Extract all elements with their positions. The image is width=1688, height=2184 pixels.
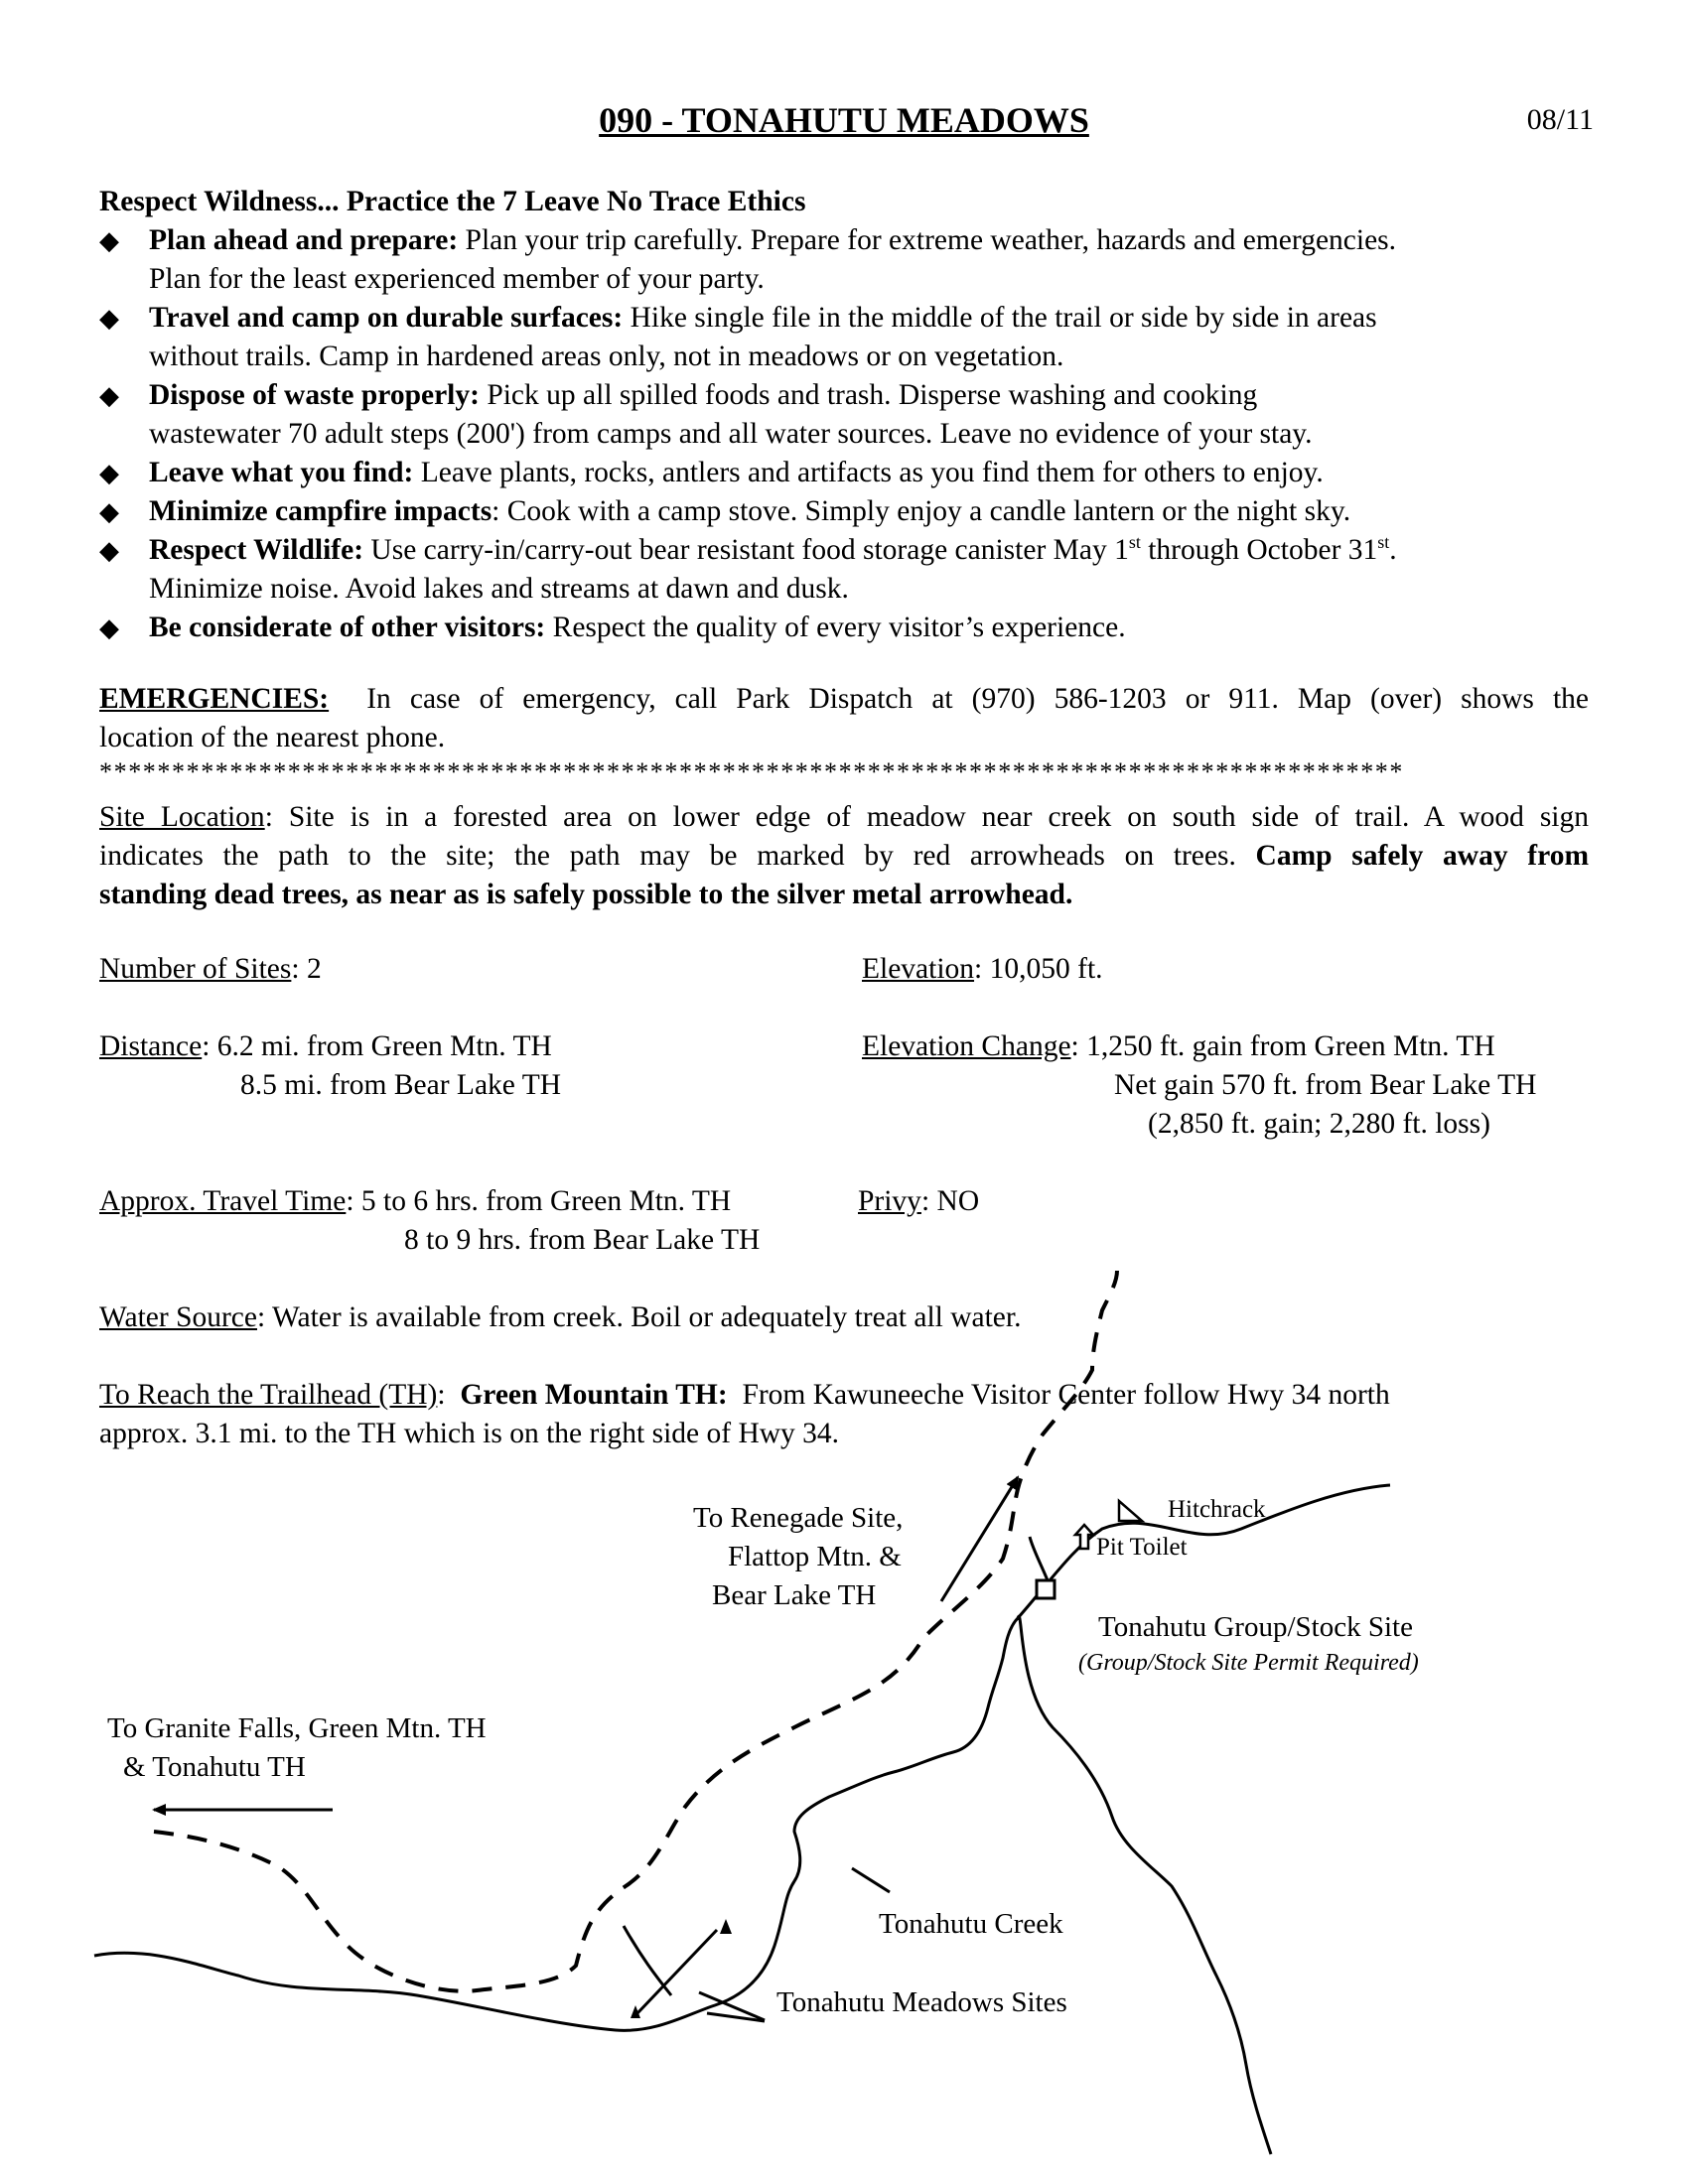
site-location-warning: standing dead trees, as near as is safely possible to the silver metal arrowhead. — [99, 879, 1073, 910]
campsite-tent-icon — [720, 1919, 732, 1934]
lnt-item-text: . — [1389, 534, 1397, 566]
hitchrack-icon — [1119, 1501, 1142, 1521]
lnt-item-text: Hike single file in the middle of the trail or side by side in areas — [630, 302, 1377, 334]
lnt-item-text: wastewater 70 adult steps (200') from camps and all water sources. Leave no evidence of your stay. — [149, 418, 1313, 450]
lnt-item-text: Plan your trip carefully. Prepare for extreme weather, hazards and emergencies. — [465, 224, 1397, 256]
field-value: : 10,050 ft. — [974, 953, 1103, 985]
lnt-item-text: without trails. Camp in hardened areas only, not in meadows or on vegetation. — [149, 341, 1064, 372]
field-value: : — [437, 1379, 446, 1411]
field-value: From Kawuneeche Visitor Center follow Hwy 34 north — [742, 1379, 1390, 1411]
toilet-spur-line — [1030, 1537, 1048, 1580]
trail-line — [154, 1271, 1117, 1991]
field-label: Elevation Change — [862, 1030, 1071, 1062]
map-label-granite-falls: & Tonahutu TH — [123, 1751, 306, 1783]
site-spur-line — [624, 1926, 671, 1995]
field-value: : Water is available from creek. Boil or adequately treat all water. — [256, 1301, 1022, 1333]
map-label-renegade: Flattop Mtn. & — [728, 1541, 902, 1572]
superscript: st — [1128, 532, 1141, 553]
lnt-item-text: Plan for the least experienced member of your party. — [149, 263, 765, 295]
diamond-bullet-icon: ◆ — [99, 304, 119, 333]
map-label-granite-falls: To Granite Falls, Green Mtn. TH — [107, 1712, 487, 1744]
pit-toilet-icon — [1037, 1580, 1055, 1598]
field-label: Water Source — [99, 1301, 257, 1333]
map-label-group-permit: (Group/Stock Site Permit Required) — [1078, 1650, 1419, 1676]
emergencies-label: EMERGENCIES: — [99, 683, 330, 715]
emergencies-text: In case of emergency, call Park Dispatch at (970) 586-1203 or 911. Map (over) shows the — [366, 683, 1590, 715]
diamond-bullet-icon: ◆ — [99, 226, 119, 255]
lnt-item-text: : Cook with a camp stove. Simply enjoy a candle lantern or the night sky. — [492, 495, 1351, 527]
lnt-item-text: Use carry-in/carry-out bear resistant food storage canister May 1 — [370, 534, 1129, 566]
map-label-renegade: To Renegade Site, — [693, 1502, 904, 1534]
distance-2: 8.5 mi. from Bear Lake TH — [240, 1069, 562, 1101]
field-label: Privy — [858, 1185, 921, 1217]
field-value: : NO — [920, 1185, 980, 1217]
lnt-item-label: Travel and camp on durable surfaces: — [149, 302, 624, 334]
diamond-bullet-icon: ◆ — [99, 381, 119, 410]
site-location-warning: Camp safely away from — [1255, 840, 1590, 872]
site-location-label: Site Location — [99, 801, 265, 833]
travel-time-2: 8 to 9 hrs. from Bear Lake TH — [404, 1224, 761, 1256]
lnt-item-label: Plan ahead and prepare: — [149, 224, 459, 256]
elevation-change-3: (2,850 ft. gain; 2,280 ft. loss) — [1148, 1108, 1490, 1140]
lnt-item-label: Leave what you find: — [149, 457, 414, 488]
map-label-renegade: Bear Lake TH — [712, 1579, 877, 1611]
map-label-sites: Tonahutu Meadows Sites — [776, 1986, 1067, 2018]
lnt-heading: Respect Wildness... Practice the 7 Leave No Trace Ethics — [99, 186, 806, 217]
field-value: : 5 to 6 hrs. from Green Mtn. TH — [346, 1185, 732, 1217]
field-value: : 1,250 ft. gain from Green Mtn. TH — [1070, 1030, 1495, 1062]
field-label: Approx. Travel Time — [99, 1185, 347, 1217]
diamond-bullet-icon: ◆ — [99, 614, 119, 642]
elevation-change-2: Net gain 570 ft. from Bear Lake TH — [1114, 1069, 1537, 1101]
diamond-bullet-icon: ◆ — [99, 459, 119, 487]
creek-leader-line — [852, 1868, 890, 1892]
map-label-group-site: Tonahutu Group/Stock Site — [1098, 1611, 1413, 1643]
arrow-to-renegade — [941, 1477, 1018, 1601]
map-label-creek: Tonahutu Creek — [879, 1908, 1063, 1940]
emergencies-text: location of the nearest phone. — [99, 722, 446, 753]
field-value: : 6.2 mi. from Green Mtn. TH — [202, 1030, 552, 1062]
lnt-item-text: Respect the quality of every visitor’s experience. — [552, 612, 1126, 643]
lnt-item-label: Be considerate of other visitors: — [149, 612, 546, 643]
lnt-item-label: Respect Wildlife: — [149, 534, 364, 566]
field-label: Number of Sites — [99, 953, 292, 985]
trailhead-directions-2: approx. 3.1 mi. to the TH which is on the right side of Hwy 34. — [99, 1418, 840, 1449]
trailhead-name: Green Mountain TH: — [460, 1379, 728, 1411]
lnt-item-text: Pick up all spilled foods and trash. Disperse washing and cooking — [487, 379, 1258, 411]
map-label-pit-toilet: Pit Toilet — [1096, 1534, 1188, 1561]
site-location-text: indicates the path to the site; the path may be marked by red arrowheads on trees. — [99, 840, 1236, 872]
diamond-bullet-icon: ◆ — [99, 497, 119, 526]
page-title: 090 - TONAHUTU MEADOWS — [599, 100, 1089, 140]
diamond-bullet-icon: ◆ — [99, 536, 119, 565]
lnt-item-label: Minimize campfire impacts — [149, 495, 492, 527]
separator-line: ****************************************************************************************** — [99, 757, 1404, 786]
revision-date: 08/11 — [1526, 103, 1594, 136]
field-value: : 2 — [291, 953, 322, 985]
field-label: Distance — [99, 1030, 203, 1062]
lnt-item-text: Leave plants, rocks, antlers and artifacts as you find them for others to enjoy. — [420, 457, 1324, 488]
lnt-item-label: Dispose of waste properly: — [149, 379, 480, 411]
creek-line — [94, 1616, 1271, 2154]
site-spur-line — [637, 1930, 717, 2013]
field-label: Elevation — [862, 953, 975, 985]
superscript: st — [1377, 532, 1390, 553]
lnt-item-text: Minimize noise. Avoid lakes and streams at dawn and dusk. — [149, 573, 849, 605]
map-label-hitchrack: Hitchrack — [1168, 1496, 1266, 1523]
field-label: To Reach the Trailhead (TH) — [99, 1379, 438, 1411]
lnt-item-text: through October 31 — [1140, 534, 1378, 566]
site-location-text: : Site is in a forested area on lower edge of meadow near creek on south side of trail. A wood sign — [264, 801, 1589, 833]
